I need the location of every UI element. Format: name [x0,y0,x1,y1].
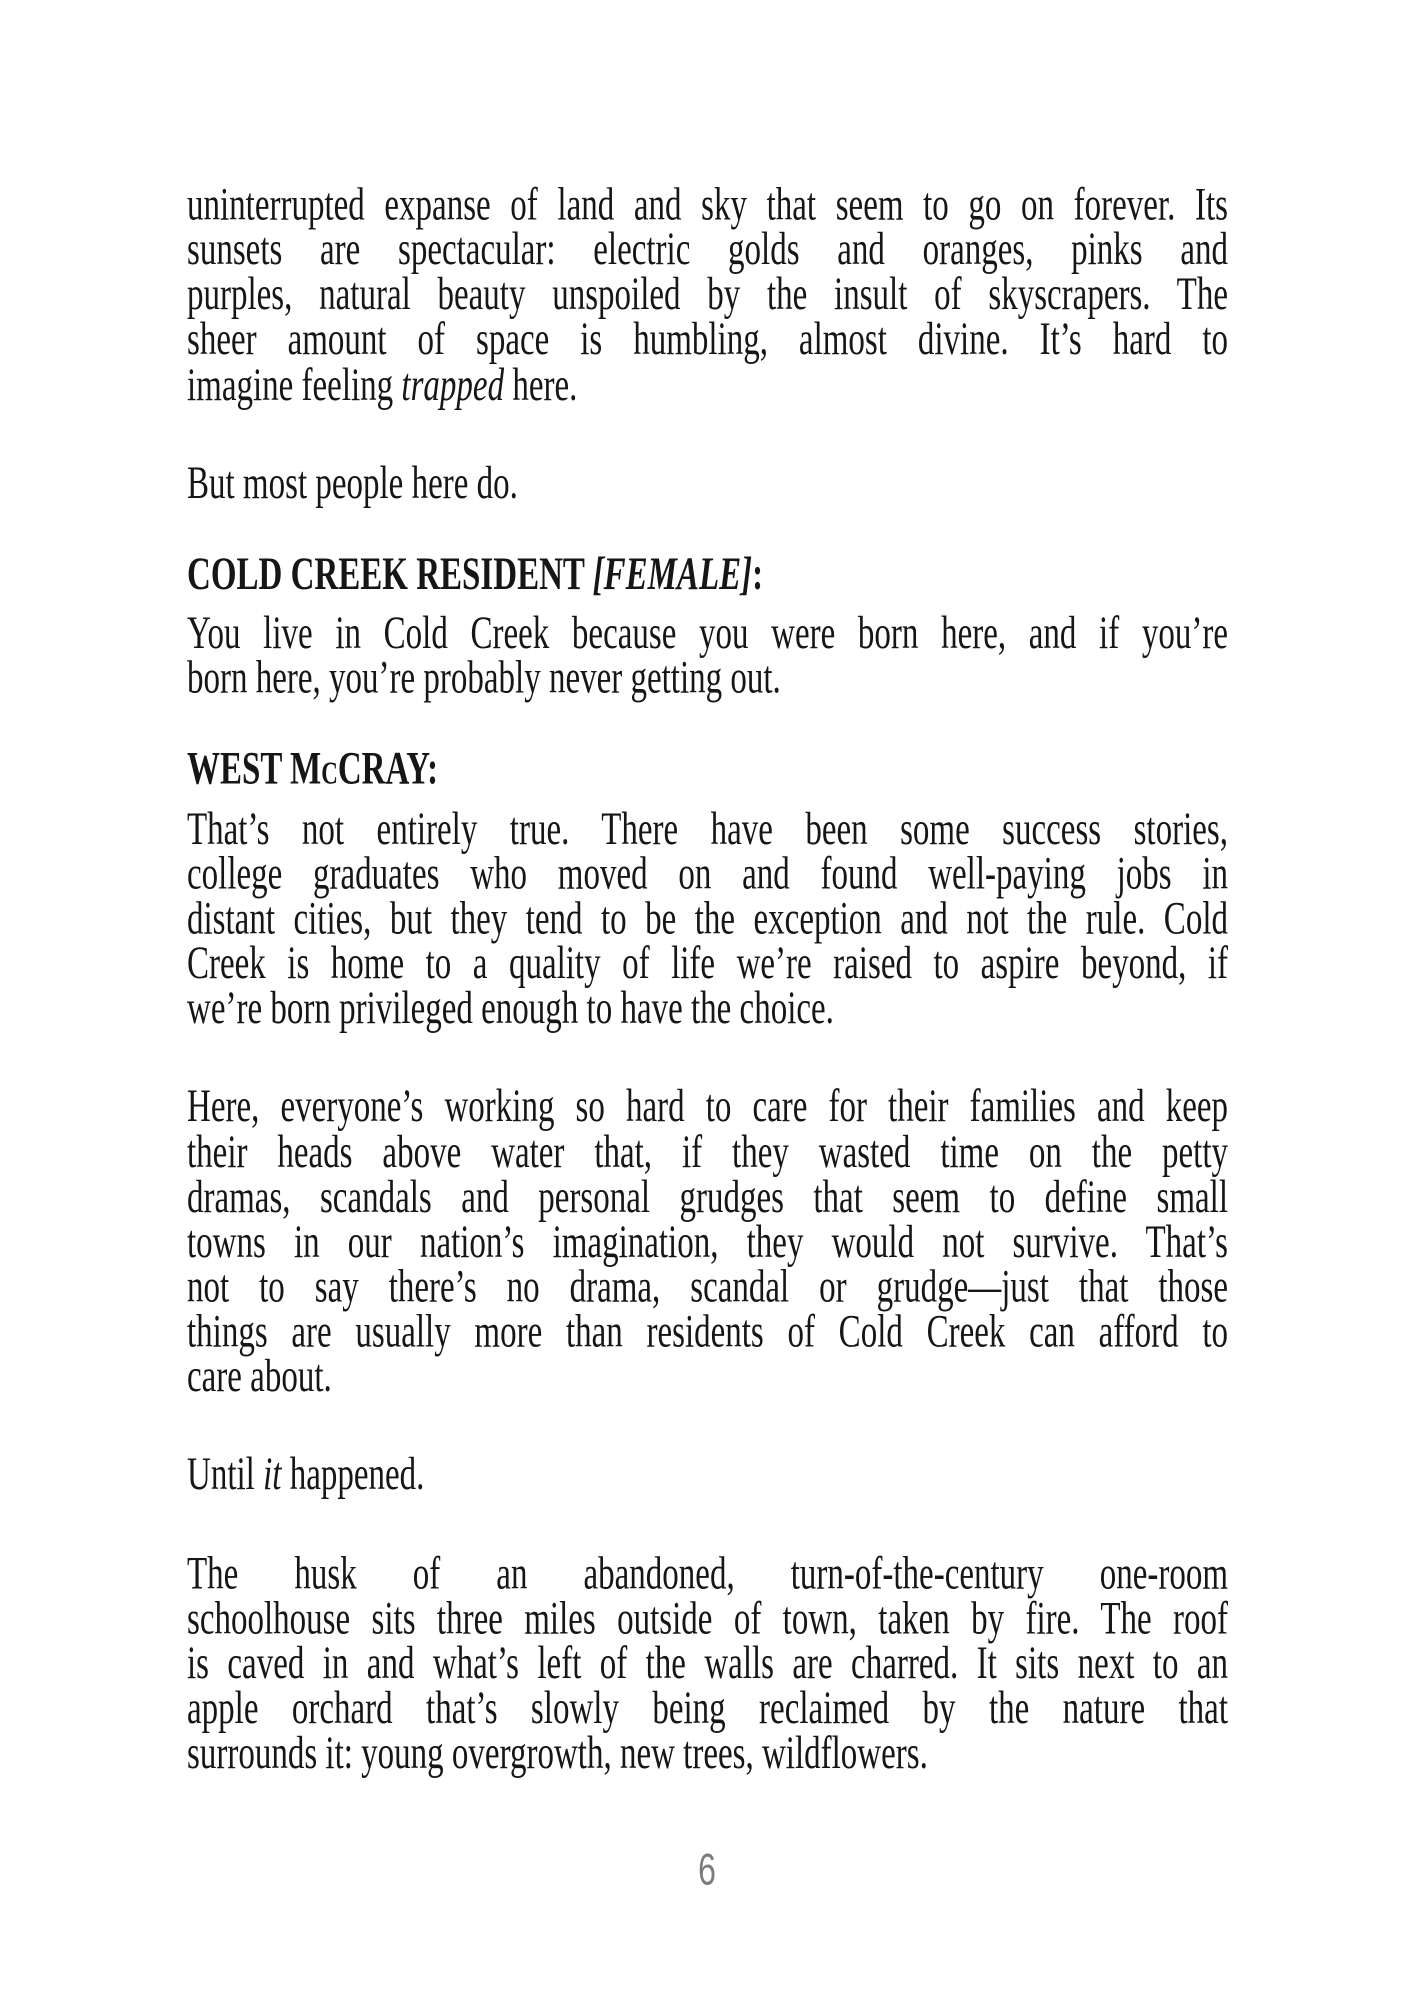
text-run: Creek is home to a quality of life we’re raised to aspire beyond, if [187,939,1228,990]
heading-cold-creek-resident [187,549,1228,601]
text-line [187,1450,1228,1502]
text-line [187,1728,1228,1780]
text-run: not to say there’s no drama, scandal or grudge—just that those [187,1262,1228,1313]
smallcap-text-run: c [321,744,338,796]
paragraph-4 [187,803,1228,1035]
text-line [187,849,1228,900]
paragraph-5 [187,1082,1228,1403]
text-line [187,315,1228,366]
text-line [187,1082,1228,1133]
heading-west-mccray [187,744,1228,796]
text-run: imagine feeling [187,360,402,411]
page-number: 6 [698,1844,716,1895]
text-line [187,225,1228,276]
text-line [187,803,1228,855]
text-run: WEST M [187,744,322,796]
text-run: uninterrupted expanse of land and sky that seem to go on forever. Its [187,180,1228,231]
paragraph-3 [187,608,1228,705]
text-line [187,1127,1228,1178]
text-run: happened. [281,1450,425,1502]
italic-text-run: it [263,1450,282,1502]
text-line [187,984,1228,1035]
paragraph-6 [187,1450,1228,1502]
text-run: towns in our nation’s imagination, they would not survive. That’s [187,1217,1228,1268]
text-run: born here, you’re probably never getting out. [187,653,781,705]
text-run: CRAY: [337,744,439,796]
text-run: But most people here do. [187,458,518,509]
text-run: sheer amount of space is humbling, almost divine. It’s hard to [187,315,1228,366]
text-run: sunsets are spectacular: electric golds and oranges, pinks and [187,225,1228,276]
text-run: Until [187,1450,264,1502]
paragraph-2 [187,458,1228,509]
text-line [187,1217,1228,1268]
text-run: That’s not entirely true. There have been some success stories, [187,803,1228,855]
text-line [187,744,1228,796]
text-line [187,653,1228,705]
text-run: : [752,549,764,601]
text-line [187,939,1228,990]
text-run: You live in Cold Creek because you were born here, and if you’re [187,608,1228,660]
text-run: schoolhouse sits three miles outside of town, taken by fire. The roof [187,1593,1228,1645]
text-line [187,894,1228,945]
text-line [187,1352,1228,1403]
text-line [187,608,1228,660]
text-run: Here, everyone’s working so hard to care for their families and keep [187,1082,1228,1133]
text-line [187,360,1228,411]
text-line [187,270,1228,321]
text-line [187,1307,1228,1358]
text-run: The husk of an abandoned, turn-of-the-century one-room [187,1548,1228,1600]
text-run: we’re born privileged enough to have the choice. [187,984,834,1035]
text-run: distant cities, but they tend to be the exception and not the rule. Cold [187,894,1228,945]
text-line [187,180,1228,231]
text-run: dramas, scandals and personal grudges that seem to define small [187,1172,1228,1223]
text-line [187,1593,1228,1645]
text-run: purples, natural beauty unspoiled by the insult of skyscrapers. The [187,270,1228,321]
text-run: here. [504,360,578,411]
text-line [187,1638,1228,1690]
text-run: college graduates who moved on and found well-paying jobs in [187,849,1228,900]
text-run: their heads above water that, if they wasted time on the petty [187,1127,1228,1178]
text-line [187,1262,1228,1313]
text-run: is caved in and what’s left of the walls are charred. It sits next to an [187,1638,1228,1690]
italic-text-run: [FEMALE] [592,549,753,601]
text-run: surrounds it: young overgrowth, new trees, wildflowers. [187,1728,928,1780]
italic-text-run: trapped [401,360,505,411]
text-run: care about. [187,1352,332,1403]
text-run: apple orchard that’s slowly being reclaimed by the nature that [187,1683,1228,1735]
text-line [187,1683,1228,1735]
text-line [187,1548,1228,1600]
text-run: COLD CREEK RESIDENT [187,549,593,601]
page-text [187,180,1228,1780]
text-line [187,549,1228,601]
text-run: things are usually more than residents of Cold Creek can afford to [187,1307,1228,1358]
text-line [187,458,1228,509]
text-line [187,1172,1228,1223]
paragraph-7 [187,1548,1228,1780]
paragraph-1 [187,180,1228,411]
